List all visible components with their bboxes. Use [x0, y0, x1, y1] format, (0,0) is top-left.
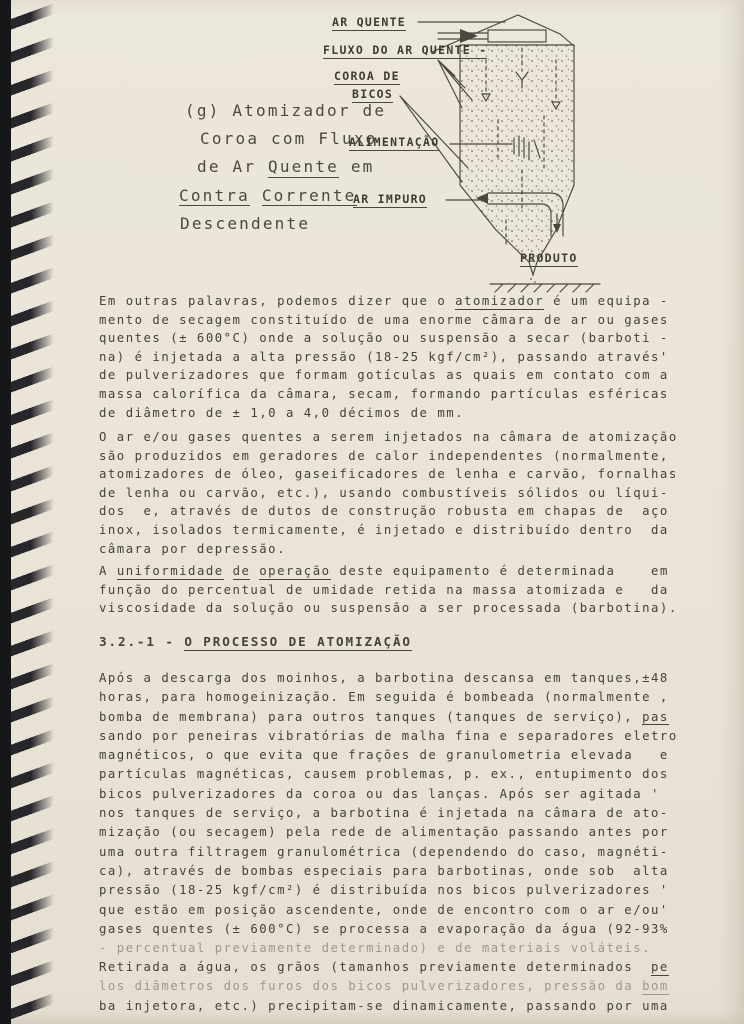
paragraph-4: [99, 669, 689, 958]
text-line: que estão em posição ascendente, onde de encontro com o ar e/ou': [99, 902, 669, 917]
text-line: quentes (± 600°C) onde a solução ou suspensão a secar (barboti -: [99, 331, 669, 346]
text-line: mento de secagem constituído de uma enorme câmara de ar ou gases: [99, 312, 669, 327]
text-line: O ar e/ou gases quentes a serem injetados na câmara de atomização: [99, 430, 678, 444]
text-line: de lenha ou carvão, etc.), usando combustíveis sólidos ou líqui-: [99, 485, 669, 500]
page-edge: [0, 0, 11, 1024]
text-line: ba injetora, etc.) precipitam-se dinamicamente, passando por uma: [99, 998, 669, 1013]
text-line: (g) Atomizador de: [185, 101, 387, 120]
text-line: bicos pulverizadores da coroa ou das lanças. Após ser agitada ': [99, 786, 660, 801]
text-line: massa calorífica da câmara, secam, formando partículas esféricas: [99, 386, 669, 401]
text-line: Contra Corrente: [179, 185, 357, 205]
text-line: partículas magnéticas, causem problemas, p. ex., entupimento dos: [99, 767, 669, 782]
hot-air-arrowhead: [460, 29, 478, 43]
text-line: ca), através de bombas especiais para barbotinas, onde sob alta: [99, 863, 669, 878]
text-line: Em outras palavras, podemos dizer que o atomizador é um equipa -: [99, 294, 669, 308]
text-line: bomba de membrana) para outros tanques (tanques de serviço), pas: [99, 709, 669, 724]
text-line: magnéticos, o que evita que frações de granulometria elevada e: [99, 748, 669, 763]
atomizer-diagram: [300, 8, 644, 300]
distribution-box: [488, 30, 546, 42]
text-line: câmara por depressão.: [99, 541, 286, 556]
paragraph-3: [99, 562, 689, 618]
text-line: mização (ou secagem) pela rede de alimentação passando antes por: [99, 825, 669, 840]
text-line: Após a descarga dos moinhos, a barbotina descansa em tanques,±48: [99, 671, 669, 685]
label-fluxo-ar-quente: FLUXO DO AR QUENTE -: [323, 43, 488, 57]
label-ar-impuro: AR IMPURO: [353, 192, 428, 206]
text-line: pressão (18-25 kgf/cm²) é distribuída nos bicos pulverizadores ': [99, 883, 669, 898]
ground-hatch: [495, 284, 594, 292]
text-line: gases quentes (± 600°C) se processa a evaporação da água (92-93%: [99, 921, 669, 936]
label-coroa-de: COROA DE: [334, 69, 400, 83]
paragraph-2: [99, 428, 689, 558]
text-line: Retirada a água, os grãos (tamanhos previamente determinados pe: [99, 960, 669, 974]
paragraph-1: [99, 292, 689, 422]
text-line: sando por peneiras vibratórias de malha fina e separadores eletro: [99, 728, 678, 743]
label-produto: PRODUTO: [520, 251, 578, 265]
text-line: inox, isolados termicamente, é injetado e distribuído dentro da: [99, 522, 669, 537]
text-line: 3.2.-1 - O PROCESSO DE ATOMIZAÇÃO: [99, 634, 412, 649]
drying-chamber: [460, 45, 574, 275]
label-bicos: BICOS: [352, 87, 394, 101]
text-line: de Ar Quente em: [197, 157, 375, 177]
text-line: - percentual previamente determinado) e de materiais voláteis.: [99, 941, 652, 956]
text-line: de diâmetro de ± 1,0 a 4,0 décimos de mm.: [99, 405, 465, 420]
text-line: de pulverizadores que formam gotículas as quais em contato com a: [99, 368, 669, 383]
text-line: são produzidos em geradores de calor independentes (normalmente,: [99, 448, 669, 463]
text-line: na) é injetada a alta pressão (18-25 kgf/cm²), passando através': [99, 349, 669, 364]
label-ar-quente: AR QUENTE: [332, 15, 407, 29]
text-line: los diâmetros dos furos dos bicos pulverizadores, pressão da bom: [99, 979, 669, 994]
text-line: A uniformidade de operação deste equipamento é determinada em: [99, 564, 669, 578]
section-heading: [99, 633, 689, 652]
text-line: função do percentual de umidade retida na massa atomizada e da: [99, 582, 669, 597]
text-line: atomizadores de óleo, gaseificadores de lenha e carvão, fornalhas: [99, 467, 678, 482]
text-line: dos e, através de dutos de construção robusta em chapas de aço: [99, 504, 669, 519]
paragraph-5: [99, 958, 689, 1016]
text-line: nos tanques de serviço, a barbotina é injetada na câmara de ato-: [99, 806, 669, 821]
text-line: Descendente: [180, 213, 311, 233]
text-line: viscosidade da solução ou suspensão a ser processada (barbotina).: [99, 601, 678, 616]
text-line: Coroa com Fluxo: [200, 129, 378, 149]
label-alimentacao: ALIMENTAÇÃO: [349, 135, 440, 149]
text-line: horas, para homogeinização. Em seguida é bombeada (normalmente ,: [99, 690, 669, 705]
text-line: uma outra filtragem granulométrica (dependendo do caso, magnéti-: [99, 844, 669, 859]
